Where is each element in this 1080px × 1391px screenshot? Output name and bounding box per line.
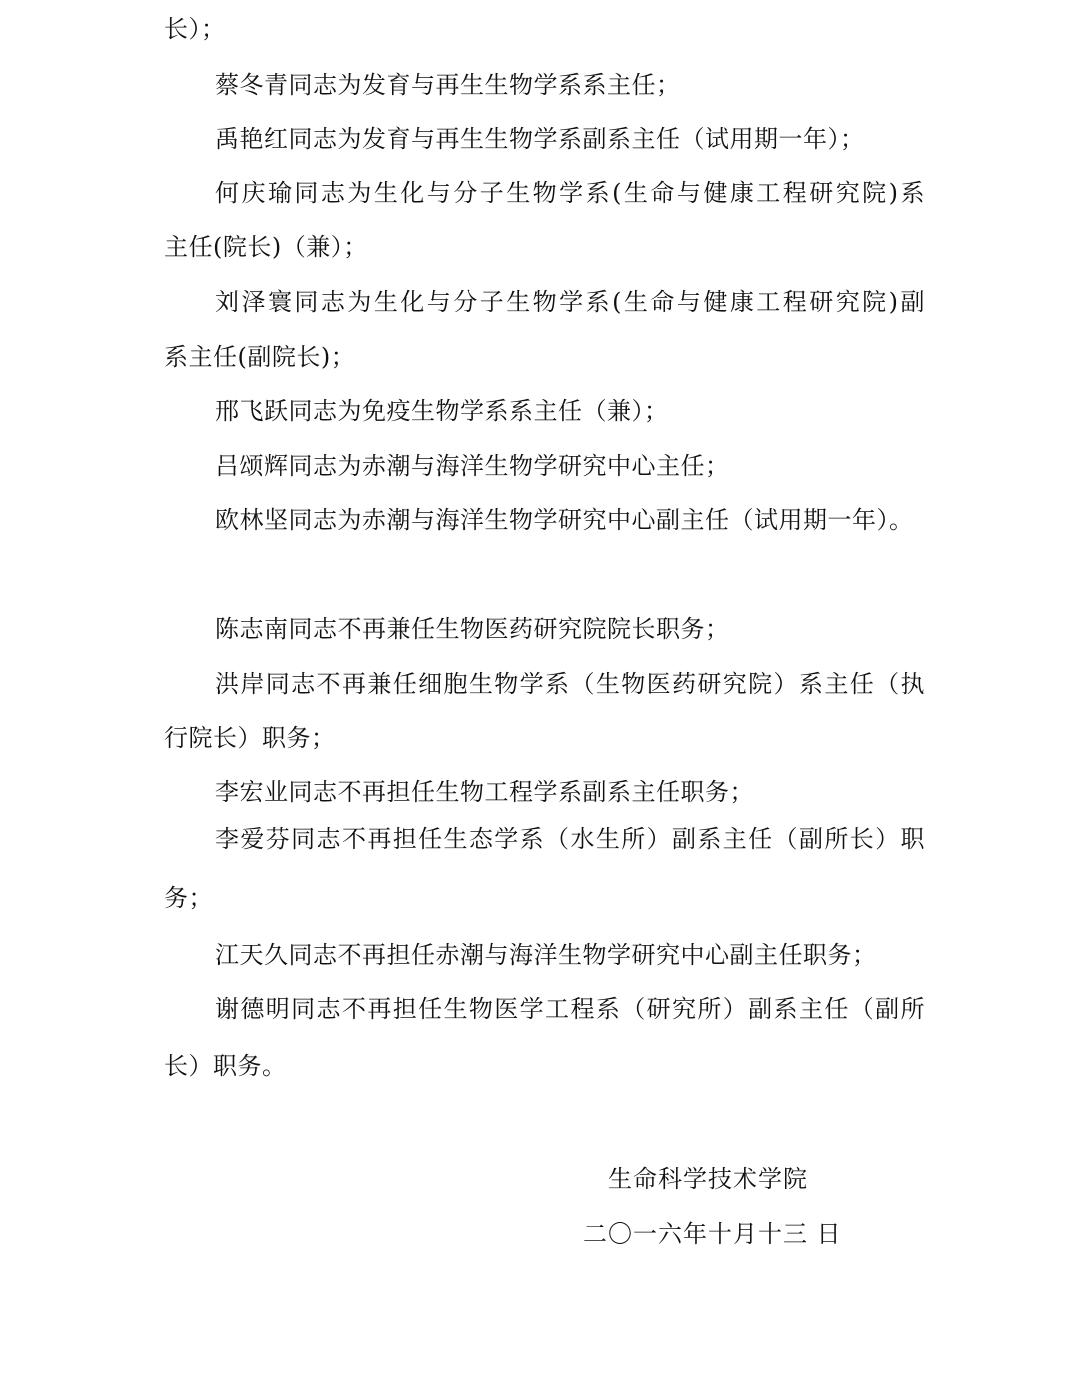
paragraph-line: 蔡冬青同志为发育与再生生物学系系主任；	[215, 71, 681, 99]
paragraph-line: 系主任(副院长)；	[164, 343, 356, 371]
paragraph-line: 何庆瑜同志为生化与分子生物学系(生命与健康工程研究院)系	[215, 179, 925, 207]
paragraph-line: 江天久同志不再担任赤潮与海洋生物学研究中心副主任职务；	[215, 941, 877, 969]
signature-date: 二〇一六年十月十三 日	[583, 1220, 842, 1248]
paragraph-line: 洪岸同志不再兼任细胞生物学系（生物医药研究院）系主任（执	[215, 670, 925, 698]
paragraph-line: 务；	[164, 884, 213, 912]
signature-organization: 生命科学技术学院	[608, 1165, 808, 1193]
paragraph-line: 邢飞跃同志为免疫生物学系系主任（兼）；	[215, 397, 669, 425]
paragraph-line: 长）职务。	[164, 1052, 287, 1080]
paragraph-line: 禹艳红同志为发育与再生生物学系副系主任（试用期一年）；	[215, 125, 865, 153]
paragraph-line: 欧林坚同志为赤潮与海洋生物学研究中心副主任（试用期一年）。	[215, 506, 914, 534]
paragraph-line: 行院长）职务；	[164, 724, 336, 752]
paragraph-line: 吕颂辉同志为赤潮与海洋生物学研究中心主任；	[215, 452, 730, 480]
paragraph-line: 李宏业同志不再担任生物工程学系副系主任职务；	[215, 778, 754, 806]
paragraph-line: 陈志南同志不再兼任生物医药研究院院长职务；	[215, 615, 730, 643]
paragraph-line: 主任(院长)（兼）；	[164, 233, 368, 261]
paragraph-line: 长）；	[164, 15, 226, 43]
paragraph-line: 谢德明同志不再担任生物医学工程系（研究所）副系主任（副所	[215, 995, 925, 1023]
paragraph-line: 李爱芬同志不再担任生态学系（水生所）副系主任（副所长）职	[215, 825, 925, 853]
paragraph-line: 刘泽寰同志为生化与分子生物学系(生命与健康工程研究院)副	[215, 288, 925, 316]
